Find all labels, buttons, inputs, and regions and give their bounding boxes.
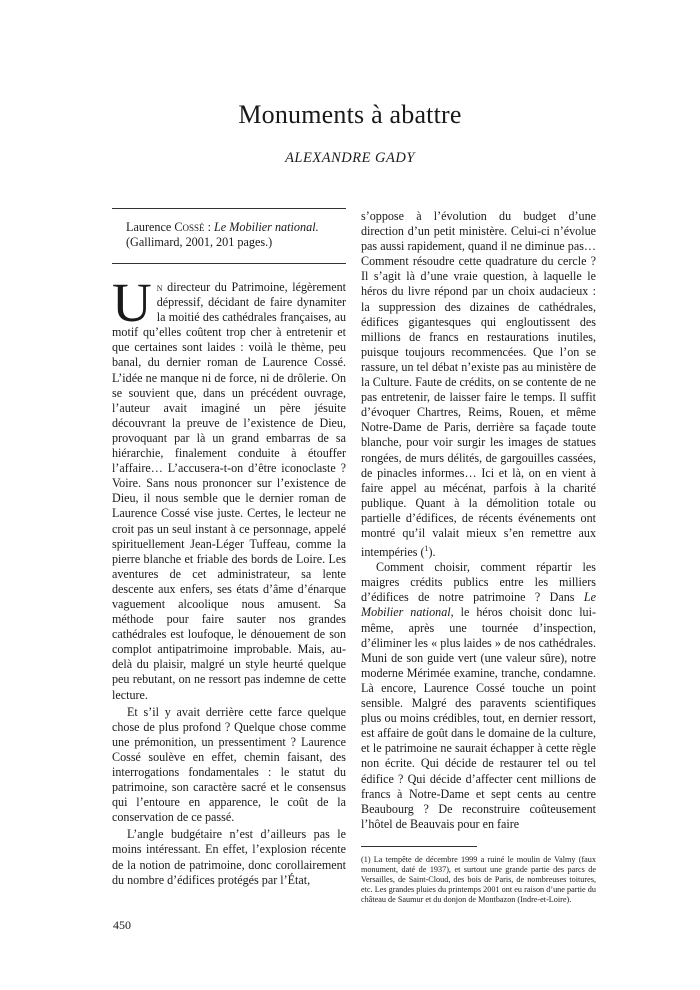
book-reference-box	[112, 208, 346, 264]
paragraph-5	[361, 560, 596, 832]
left-column	[112, 208, 346, 890]
paragraph-4-text: s’oppose à l’évolution du budget d’une direction d’un petit ministère. Celui-ci n’évolue pas aussi rapidement, quand il ne diminue pas… Comment résoudre cette quadrature du cercle ? Il s’agit là d’une vraie question, à laquelle le héros du livre répond par un choix audacieux : la suppression des dizaines de cathédrales, édifices gigantesques qui engloutissent des millions de francs en restaurations inutiles, puisque toujours recommencées. Que l’on se rassure, un tel débat n’existe pas au ministère de la Culture. Faute de crédits, on se contente de ne pas entretenir, de laisser faire le temps. Il suffit d’évoquer Chartres, Reims, Rouen, et même Notre-Dame de Paris, derrière sa façade toute blanche, pour voir surgir les images de statues rongées, de murs délités, de gargouilles cassées, de pinacles informes… Ici et là, on en vient à faire appel au mécénat, parfois à la charité publique. Quant à la démolition totale ou partielle d’édifices, de récents événements ont montré qu’il valait mieux s’en remettre aux intempéries (	[361, 209, 596, 560]
paragraph-1-lead: n	[156, 280, 163, 294]
review-book-title: Le Mobilier national.	[214, 220, 319, 234]
paragraph-4	[361, 209, 596, 560]
review-publisher: (Gallimard, 2001, 201 pages.)	[126, 235, 273, 249]
paragraph-5-text-a: Comment choisir, comment répartir les maigres crédits publics entre les milliers d’édifices de notre patrimoine ? Dans	[361, 560, 596, 605]
drop-cap: U	[112, 272, 152, 333]
paragraph-1	[112, 272, 346, 703]
paragraph-5-text-b: , le héros choisit donc lui-même, après une tournée d’inspection, d’éliminer les « plus laides » de nos cathédrales. Muni de son guide vert (une valeur sûre), notre moderne Mérimée examine, tranche, condamne. Là encore, Laurence Cossé touche un point sensible. Malgré des paravents scientifiques plus ou moins crédibles, tout, en dernier ressort, est affaire de goût dans le domaine de la culture, et le patrimoine ne saurait échapper à cette règle non écrite. Qui décide de restaurer tel ou tel édifice ? Qui décide d’affecter cent millions de francs à Notre-Dame et sept cents au centre Beaubourg ? De reconstruire coûteusement l’hôtel de Beauvais pour en faire	[361, 605, 596, 831]
review-author-last: Cossé	[174, 220, 205, 234]
article-title: Monuments à abattre	[238, 100, 462, 129]
paragraph-2: Et s’il y avait derrière cette farce quelque chose de plus profond ? Quelque chose comme une prémonition, un pressentiment ? Laurence Cossé soulève en effet, chemin faisant, des interrogations fondamentales : le statut du patrimoine, son caractère sacré et le consensus qui l’entoure en apparence, le coût de la conservation de ce passé.	[112, 704, 346, 825]
article-author: ALEXANDRE GADY	[285, 150, 415, 166]
paragraph-3: L’angle budgétaire n’est d’ailleurs pas le moins intéressant. En effet, l’explosion récente de la notion de patrimoine, donc corollairement du nombre d’édifices protégés par l’État,	[112, 827, 346, 887]
footnote-rule	[361, 846, 477, 847]
review-author-first: Laurence	[126, 220, 172, 234]
right-column	[361, 209, 596, 905]
paragraph-1-text: directeur du Patrimoine, légèrement dépressif, décidant de faire dynamiter la moitié des cathédrales françaises, au motif qu’elles coûtent trop cher à entretenir et que certaines sont laides : voilà le thème, peu banal, du dernier roman de Laurence Cossé. L’idée ne manque ni de force, ni de drôlerie. On se souvient que, dans un précédent ouvrage, l’auteur avait imaginé un père jésuite découvrant la preuve de l’existence de Dieu, provoquant par là un grand embarras de sa hiérarchie, finalement conduite à étouffer l’affaire… L’accusera-t-on d’être iconoclaste ? Voire. Sans nous prononcer sur l’existence de Dieu, il nous semble que le dernier roman de Laurence Cossé vise juste. Certes, le lecteur ne croit pas un seul instant à ce personnage, appelé spirituellement Jean-Léger Tuffeau, comme la pierre blanche et friable des bords de Loire. Les aventures de cet administrateur, sa lente descente aux enfers, ses états d’âme d’énarque vaguement alcoolique nous amusent. Sa méthode pour faire sauter nos grandes cathédrales est loufoque, le dénouement de son complot antipatrimoine improbable. Mais, au-delà du plaisir, malgré un style heurté quelque peu rebutant, on ne ressort pas indemne de cette lecture.	[112, 280, 346, 702]
paragraph-5-book-title: Le Mobilier national	[361, 590, 596, 620]
review-separator: :	[204, 220, 215, 234]
footnote: (1) La tempête de décembre 1999 a ruiné le moulin de Valmy (faux monument, daté de 1937), et surtout une grande partie des parcs de Versailles, de Saint-Cloud, des bois de Paris, de nombreuses toitures, etc. Les grandes pluies du printemps 2001 ont eu raison d’une partie du château de Saumur et du donjon de Montbazon (Indre-et-Loire).	[361, 854, 596, 904]
page-number: 450	[113, 918, 131, 932]
paragraph-4-end: ).	[428, 545, 436, 560]
footnote-ref: 1	[424, 544, 429, 554]
